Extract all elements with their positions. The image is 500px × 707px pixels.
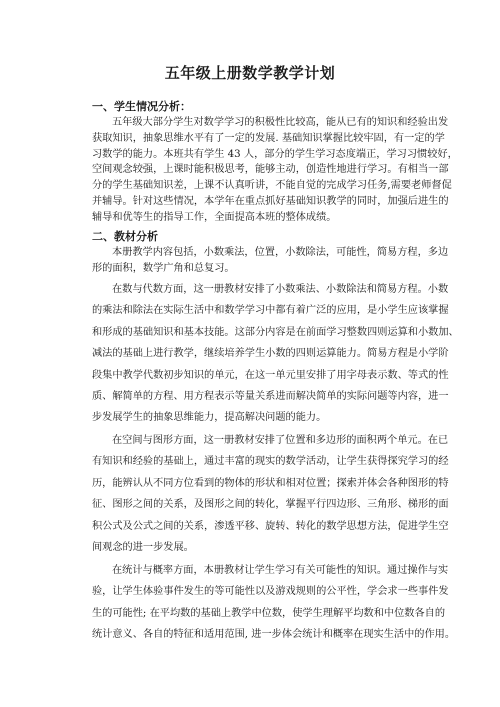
paragraph-line: 在统计与概率方面，本册教材让学生学习有关可能性的知识。通过操作与实 [112, 565, 449, 576]
paragraph-line: 有知识和经验的基础上，通过丰富的现实的数学活动，让学生获得探究学习的经 [92, 456, 449, 468]
paragraph-line: 积公式及公式之间的关系，渗透平移、旋转、转化的数学思想方法，促进学生空 [92, 520, 449, 532]
paragraph-line: 统计意义、各自的特征和适用范围, 进一步体会统计和概率在现实生活中的作用。 [92, 629, 456, 641]
section-heading-student-analysis: 一、学生情况分析： [92, 100, 191, 113]
paragraph-line: 质、解简单的方程、用方程表示等量关系进而解决简单的实际问题等内容，进一 [92, 390, 449, 402]
paragraph-line: 在空间与图形方面，这一册教材安排了位置和多边形的面积两个单元。在已 [112, 435, 449, 446]
paragraph-line: 辅导和优等生的指导工作，全面提高本班的整体成绩。 [92, 211, 337, 223]
paragraph-line: 步发展学生的抽象思维能力，提高解决问题的能力。 [92, 412, 327, 424]
paragraph-line: 习数学的能力。本班共有学生 43 人，部分的学生学习态度端正，学习习惯较好， [92, 148, 458, 160]
paragraph-line: 减法的基础上进行教学，继续培养学生小数的四则运算能力。简易方程是小学阶 [92, 348, 449, 360]
paragraph-line: 空间观念较强，上课时能积极思考，能够主动，创造性地进行学习。有相当一部 [92, 164, 449, 176]
paragraph-line: 分的学生基础知识差，上课不认真听讲，不能自觉的完成学习任务,需要老师督促 [92, 180, 452, 192]
paragraph-line: 历，能辨认从不同方位看到的物体的形状和相对位置；探索并体会各种图形的特 [92, 477, 449, 489]
paragraph-line: 形的面积，数学广角和总复习。 [92, 262, 235, 274]
paragraph-content-overview [92, 245, 449, 277]
paragraph-statistics-probability [92, 560, 456, 646]
paragraph-line: 和形成的基础知识和基本技能。这部分内容是在前面学习整数四则运算和小数加、 [92, 326, 459, 338]
paragraph-line: 五年级大部分学生对数学学习的积极性比较高，能从已有的知识和经验出发 [112, 117, 449, 128]
paragraph-space-geometry [92, 430, 449, 558]
paragraph-number-algebra [92, 279, 459, 429]
paragraph-line: 征、图形之间的关系，及图形之间的转化，掌握平行四边形、三角形、梯形的面 [92, 499, 449, 511]
paragraph-student-analysis [92, 115, 458, 226]
paragraph-line: 生的可能性; 在平均数的基础上教学中位数，使学生理解平均数和中位数各自的 [92, 607, 446, 619]
section-heading-textbook-analysis: 二、教材分析 [92, 230, 158, 243]
paragraph-line: 间观念的进一步发展。 [92, 541, 194, 553]
paragraph-line: 的乘法和除法在实际生活中和数学学习中都有着广泛的应用，是小学生应该掌握 [92, 305, 449, 317]
paragraph-line: 验，让学生体验事件发生的等可能性以及游戏规则的公平性，学会求一些事件发 [92, 586, 449, 598]
paragraph-line: 段集中教学代数初步知识的单元，在这一单元里安排了用字母表示数、等式的性 [92, 369, 449, 381]
paragraph-line: 本册教学内容包括，小数乘法，位置，小数除法，可能性，简易方程，多边 [112, 247, 449, 258]
document-title: 五年级上册数学教学计划 [164, 64, 336, 82]
paragraph-line: 在数与代数方面，这一册教材安排了小数乘法、小数除法和简易方程。小数 [112, 284, 449, 295]
paragraph-line: 并辅导。针对这些情况，本学年在重点抓好基础知识教学的同时，加强后进生的 [92, 195, 449, 207]
paragraph-line: 获取知识，抽象思维水平有了一定的发展. 基础知识掌握比较牢固，有一定的学 [92, 132, 445, 144]
